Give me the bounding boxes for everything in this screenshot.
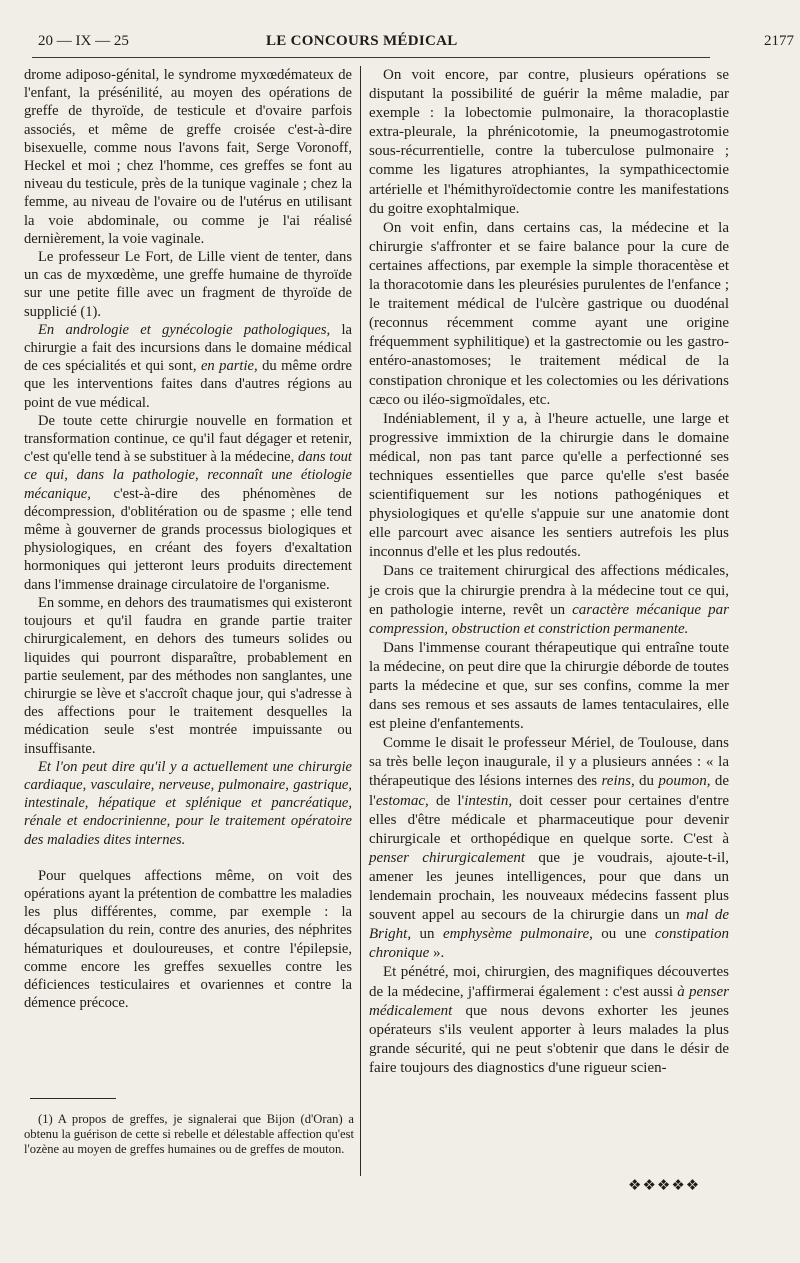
paragraph xyxy=(369,66,729,219)
paragraph xyxy=(24,321,352,412)
paragraph-text: du xyxy=(634,773,659,790)
paragraph xyxy=(369,219,729,410)
paragraph-text: En somme, en dehors des traumatismes qui existeront toujours et qu'il faudra en grande partie traiter chirurgicalement, en dehors des tumeurs solides ou liquides qui pourront disparaître, probablement en partie seulement, par des méthodes non sanglantes, une chirurgie se lève et s'accroît chaque jour, qui s'adresse à des affections pour le traitement desquelles la médication seule s'est montrée impuissante ou insuffisante. xyxy=(24,594,352,757)
paragraph-text: Le professeur Le Fort, de Lille vient de tenter, dans un cas de myxœdème, une greffe humaine de thyroïde sur une petite fille avec un fragment de thyroïde de supplicié (1). xyxy=(24,249,352,320)
paragraph xyxy=(24,66,352,248)
footnote-rule xyxy=(30,1098,116,1099)
journal-title: LE CONCOURS MÉDICAL xyxy=(266,33,458,49)
paragraph-text: la chirurgie a fait des incursions dans le domaine médical de ces spécialités et qui sont, xyxy=(24,321,352,375)
paragraph xyxy=(369,410,729,563)
paragraph xyxy=(24,867,352,1013)
right-column xyxy=(369,66,729,1078)
paragraph-text: de l' xyxy=(369,773,729,809)
column-divider xyxy=(360,66,361,1176)
italic-phrase: en partie, xyxy=(200,358,258,375)
paragraph-text: Dans ce traitement chirurgical des affections médicales, je crois que la chirurgie prendra à la médecine tout ce qui, en pathologie interne, revêt un xyxy=(369,563,729,618)
page-number: 2177 xyxy=(764,33,794,49)
issue-date: 20 — IX — 25 xyxy=(38,33,129,49)
paragraph-text: que nous devons exhorter les jeunes opérateurs s'ils veulent apporter à leurs malades la plus grande sécurité, qui ne peut s'obtenir que dans le désir de faire toujours des diagnostics d'une rigueur scien- xyxy=(369,1002,729,1076)
paragraph xyxy=(369,734,729,963)
paragraph-text: de l' xyxy=(428,792,465,809)
paragraph-text: De toute cette chirurgie nouvelle en formation et transformation continue, ce qu'il faut dégager et retenir, c'est qu'elle tend à se substituer à la médecine, xyxy=(24,412,352,466)
paragraph xyxy=(24,412,352,594)
italic-phrase: reins, xyxy=(601,773,635,790)
paragraph-text: On voit encore, par contre, plusieurs opérations se disputant la possibilité de guérir la même maladie, par exemple : la lobectomie pulmonaire, la thoracoplastie extra-pleurale, la phrénicotomie, la pneumogastrotomie sous-récurrentielle, contre la tuberculose pulmonaire ; comme les ligatures atrophiantes, la sympathicectomie artérielle et l'hémithyroïdectomie contre les manifestations du goitre exophtalmique. xyxy=(369,67,729,217)
italic-phrase: à penser médicalement xyxy=(369,983,730,1019)
italic-lead: En andrologie et gynécologie pathologiques, xyxy=(38,321,331,338)
paragraph-text: c'est-à-dire des phénomènes de décompression, d'oblitération ou de spasme ; elle tend même à gouverner de grands processus biologiques et physiologiques, en créant des foyers d'exaltation hormoniques qui jetteront leurs produits directement dans l'immense drainage circulatoire de l'organisme. xyxy=(24,485,352,593)
italic-phrase: caractère mécanique par compression, obstruction et constriction permanente. xyxy=(369,601,729,637)
paragraph-text: ». xyxy=(429,945,445,962)
page-header xyxy=(32,31,794,58)
paragraph-text: Pour quelques affections même, on voit des opérations ayant la prétention de combattre les maladies les plus différentes, comme, par exemple : la décapsulation du rein, contre des anuries, des néphrites hématuriques et douloureuses, et contre l'épilepsie, comme encore les greffes sexuelles contre les déficiences testiculaires et ovariennes et contre la démence précoce. xyxy=(24,867,352,1012)
paragraph-text: un xyxy=(411,926,443,943)
italic-phrase: constipation chronique xyxy=(369,926,729,962)
italic-paragraph: Et l'on peut dire qu'il y a actuellement une chirurgie cardiaque, vasculaire, nerveuse, pulmonaire, gastrique, intestinale, hépatique et splénique et pancréatique, rénale et endocrinienne, pour le traitement opératoire des maladies dites internes. xyxy=(24,758,352,848)
footnote-text: (1) A propos de greffes, je signalerai que Bijon (d'Oran) a obtenu la guérison de cette si rebelle et délestable affection qu'est l'ozène au moyen de greffes humaines ou de greffes de mouton. xyxy=(24,1112,354,1157)
paragraph-text: du même ordre que les interventions faites dans d'autres régions au point de vue médical. xyxy=(24,358,352,411)
paragraph xyxy=(24,248,352,321)
paragraph-text: doit cesser pour certaines d'entre elles d'être médicale et pharmaceutique pour devenir chirurgicale et orthopédique en quelque sorte. C'est à xyxy=(369,792,729,847)
paragraph xyxy=(369,562,729,638)
paragraph xyxy=(369,639,729,734)
end-ornament: ❖❖❖❖❖ xyxy=(628,1176,701,1194)
paragraph xyxy=(369,963,729,1078)
italic-phrase: mal de Bright, xyxy=(369,907,729,943)
paragraph-text: On voit enfin, dans certains cas, la médecine et la chirurgie s'affronter et se faire balance pour la cure de certaines affections, par exemple la simple thoracentèse et la thoracotomie dans les pleurésies purulentes de l'enfance ; le traitement médical de l'ulcère gastrique ou duodénal (reconnus récemment comme ayant une origine fréquemment syphilitique) et la gastrectomie ou les gastro-entéro-anastomoses; le traitement médical de la constipation chronique et les colectomies ou les dérivations cæco ou iléo-sigmoïdales, etc. xyxy=(369,219,729,408)
paragraph-text: Et pénétré, moi, chirurgien, des magnifiques découvertes de la médecine, j'affirmerai également : c'est aussi xyxy=(369,964,729,1000)
italic-phrase: estomac, xyxy=(375,792,429,809)
italic-phrase: penser chirurgicalement xyxy=(369,849,526,866)
paragraph xyxy=(24,758,352,849)
paragraph-text: Indéniablement, il y a, à l'heure actuelle, une large et progressive immixtion de la chirurgie dans le domaine médical, non pas tant parce qu'elle a perfectionné ses techniques essentielles que parce qu'elle s'est basée scientifiquement sur les notions pathogéniques et physiologiques et qu'elle s'appuie sur une anatomie dont elle parcourt avec aisance les sentiers autrefois les plus inconnus d'elle et les plus redoutés. xyxy=(369,410,729,561)
paragraph-text: drome adiposo-génital, le syndrome myxœdémateux de l'enfant, la présénilité, au moyen des opérations de greffe de thyroïde, de testicule et d'ovaire parfois associés, et même de greffe croisée c'est-à-dire bisexuelle, comme nous l'avons fait, Serge Voronoff, Heckel et moi ; chez l'homme, ces greffes se font au niveau du testicule, près de la tunique vaginale ; chez la femme, au niveau de l'ovaire ou de l'utérus en utilisant la voie abdominale, ou comme je l'ai réalisé dernièrement, la voie vaginale. xyxy=(24,67,352,247)
left-column xyxy=(24,66,352,1012)
italic-phrase: intestin, xyxy=(464,792,513,809)
paragraph-text: que je voudrais, ajoute-t-il, amener les jeunes intelligences, pour que dans un lendemain prochain, les nouveaux médecins fassent plus souvent appel au secours de la chirurgie dans un xyxy=(369,849,729,924)
italic-phrase: poumon, xyxy=(658,773,711,790)
italic-phrase: emphysème pulmonaire, xyxy=(442,926,593,943)
paragraph xyxy=(24,594,352,758)
paragraph-text: ou une xyxy=(592,926,655,943)
paragraph-text: Dans l'immense courant thérapeutique qui entraîne toute la médecine, on peut dire que la chirurgie déborde de toutes parts la médecine et que, sur ses confins, comme la mer dans ses remous et ses assauts de lames tentaculaires, elle est pleine d'enfantements. xyxy=(369,639,729,733)
footnote xyxy=(24,1112,354,1158)
italic-phrase: dans tout ce qui, dans la pathologie, reconnaît une étiologie mécanique, xyxy=(24,449,352,502)
paragraph-text: Comme le disait le professeur Mériel, de Toulouse, dans sa très belle leçon inaugurale, il y a plusieurs années : « la thérapeutique des lésions internes des xyxy=(369,735,729,790)
